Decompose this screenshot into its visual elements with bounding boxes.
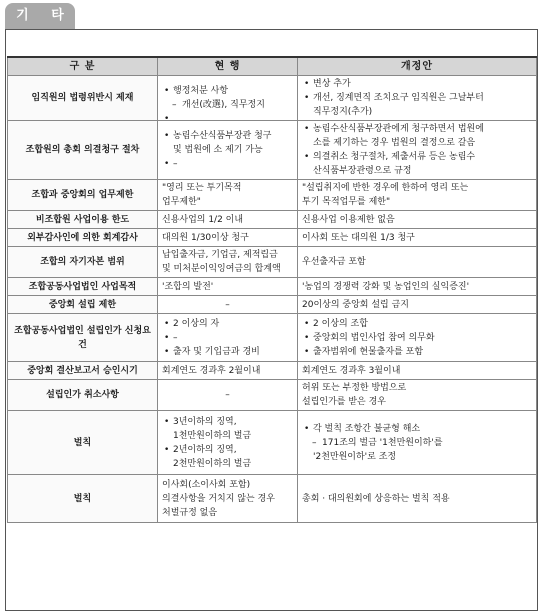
text-line: 회계연도 경과후 2월이내 xyxy=(162,365,261,376)
text-line: – xyxy=(225,390,230,400)
continuation-line: 직무정지(추가) xyxy=(313,107,373,117)
table-row xyxy=(8,296,537,314)
table-row xyxy=(8,76,537,121)
document-frame xyxy=(5,29,538,611)
row-current-cell xyxy=(158,76,298,121)
continuation-line: 및 법원에 소 제기 가능 xyxy=(173,145,263,155)
row-category: 조합의 자기자본 범위 xyxy=(8,247,158,278)
row-proposed-cell xyxy=(298,475,537,523)
bullet-item: • 출자 및 기입금과 경비 xyxy=(162,345,293,359)
row-category: 임직원의 법령위반시 제재 xyxy=(8,76,158,121)
bullet-item: • 의결취소 청구절차, 제출서류 등은 농림수 xyxy=(302,150,532,164)
row-current-cell xyxy=(158,211,298,229)
row-category: 설립인가 취소사항 xyxy=(8,380,158,411)
row-current-cell xyxy=(158,278,298,296)
bullet-item: • 출자범위에 현물출자를 포함 xyxy=(302,345,532,359)
text-line: 우선출자금 포함 xyxy=(302,257,366,267)
row-proposed-cell xyxy=(298,380,537,411)
row-category: 조합공동사업법인 설립인가 신청요건 xyxy=(8,314,158,362)
row-current-cell xyxy=(158,296,298,314)
text-line: 납입출자금, 기업금, 제적립금 xyxy=(162,250,278,260)
table-row xyxy=(8,121,537,180)
table-row xyxy=(8,475,537,523)
row-proposed-cell xyxy=(298,314,537,362)
row-current-cell xyxy=(158,475,298,523)
text-line: "설립취지에 반한 경우에 한하여 영리 또는 xyxy=(302,183,469,193)
row-current-cell xyxy=(158,121,298,180)
row-proposed-cell xyxy=(298,296,537,314)
row-current-cell xyxy=(158,380,298,411)
text-line: 총회 · 대의원회에 상응하는 벌칙 적용 xyxy=(302,493,450,504)
dash-item: – 171조의 벌금 '1천만원이하'를 xyxy=(302,436,532,450)
row-category: 조합과 중앙회의 업무제한 xyxy=(8,180,158,211)
table-row xyxy=(8,180,537,211)
row-proposed-cell xyxy=(298,76,537,121)
text-line: 허위 또는 부정한 방법으로 xyxy=(302,383,407,393)
dash-item: – 개선(改選), 직무정지 xyxy=(162,98,293,112)
section-tag: 기 타 xyxy=(5,3,75,29)
row-category: 중앙회 설립 제한 xyxy=(8,296,158,314)
table-row xyxy=(8,247,537,278)
row-current-cell xyxy=(158,362,298,380)
table-row xyxy=(8,411,537,475)
table-row xyxy=(8,314,537,362)
row-current-cell xyxy=(158,314,298,362)
row-category: 벌칙 xyxy=(8,475,158,523)
continuation-line: 산식품부장관령으로 규정 xyxy=(313,166,412,176)
table-row xyxy=(8,211,537,229)
text-line: 의결사항을 거치지 않는 경우 xyxy=(162,493,275,504)
header-current: 현 행 xyxy=(158,57,298,76)
text-line: 업무제한" xyxy=(162,197,201,207)
bullet-item: • 농림수산식품부장관 청구 xyxy=(162,129,293,143)
header-proposed: 개정안 xyxy=(298,57,537,76)
header-category: 구 분 xyxy=(8,57,158,76)
text-line: 신용사업 이용제한 없음 xyxy=(302,214,395,225)
row-proposed-cell xyxy=(298,278,537,296)
text-line: 처벌규정 없음 xyxy=(162,507,218,518)
row-proposed-cell xyxy=(298,229,537,247)
row-proposed-cell xyxy=(298,247,537,278)
row-current-cell xyxy=(158,247,298,278)
continuation-line: 소를 제기하는 경우 법원의 결정으로 갈음 xyxy=(313,138,476,148)
row-category: 조합원의 총회 의결청구 절차 xyxy=(8,121,158,180)
row-proposed-cell xyxy=(298,180,537,211)
table-row xyxy=(8,380,537,411)
text-line: 이사회 또는 대의원 1/3 청구 xyxy=(302,232,415,243)
row-proposed-cell xyxy=(298,362,537,380)
text-line: '조합의 발전' xyxy=(162,281,214,292)
bullet-item: • 3년이하의 징역, xyxy=(162,415,293,429)
row-category: 조합공동사업법인 사업목적 xyxy=(8,278,158,296)
row-category: 중앙회 결산보고서 승인시기 xyxy=(8,362,158,380)
bullet-item: • – xyxy=(162,157,293,171)
bullet-item: • 2년이하의 징역, xyxy=(162,443,293,457)
text-line: 대의원 1/30이상 청구 xyxy=(162,232,249,243)
continuation-line: 2천만원이하의 벌금 xyxy=(173,458,252,469)
bullet-item: • 중앙회의 법인사업 참여 의무화 xyxy=(302,331,532,345)
bullet-item: • 농림수산식품부장관에게 청구하면서 법원에 xyxy=(302,122,532,136)
row-proposed-cell xyxy=(298,411,537,475)
text-line: "영리 또는 투기목적 xyxy=(162,183,242,193)
text-line: 설립인가를 받은 경우 xyxy=(302,397,386,407)
table-row xyxy=(8,229,537,247)
table-row xyxy=(8,278,537,296)
bullet-item: • – xyxy=(162,331,293,345)
row-category: 외부감사인에 의한 회계감사 xyxy=(8,229,158,247)
row-category: 비조합원 사업이용 한도 xyxy=(8,211,158,229)
text-line: 20이상의 중앙회 설립 금지 xyxy=(302,299,409,310)
bullet-item: • 2 이상의 조합 xyxy=(302,317,532,331)
bullet-item: • 행정처분 사항 xyxy=(162,84,293,98)
text-line: – xyxy=(225,299,230,310)
text-line: 신용사업의 1/2 이내 xyxy=(162,214,244,225)
row-current-cell xyxy=(158,411,298,475)
text-line: 이사회(소이사회 포함) xyxy=(162,479,251,490)
bullet-item: • 각 벌칙 조항간 불균형 해소 xyxy=(302,422,532,436)
row-current-cell xyxy=(158,180,298,211)
row-category: 벌칙 xyxy=(8,411,158,475)
table-header-row xyxy=(8,57,537,76)
row-proposed-cell xyxy=(298,211,537,229)
row-current-cell xyxy=(158,229,298,247)
comparison-table xyxy=(7,56,537,523)
bullet-item: • 2 이상의 자 xyxy=(162,317,293,331)
text-line: '농업의 경쟁력 강화 및 농업인의 실익증진' xyxy=(302,281,470,292)
bullet-item: • 개선, 징계면직 조치요구 임직원은 그날부터 xyxy=(302,91,532,105)
continuation-line: '2천만원이하'로 조정 xyxy=(313,451,397,462)
text-line: 투기 목적업무를 제한" xyxy=(302,197,391,207)
table-body xyxy=(8,76,537,523)
table-row xyxy=(8,362,537,380)
text-line: 회계연도 경과후 3월이내 xyxy=(302,365,401,376)
row-proposed-cell xyxy=(298,121,537,180)
text-line: 및 미처분이익잉여금의 합계액 xyxy=(162,264,281,274)
continuation-line: 1천만원이하의 벌금 xyxy=(173,430,252,441)
bullet-item: • 변상 추가 xyxy=(302,77,532,91)
